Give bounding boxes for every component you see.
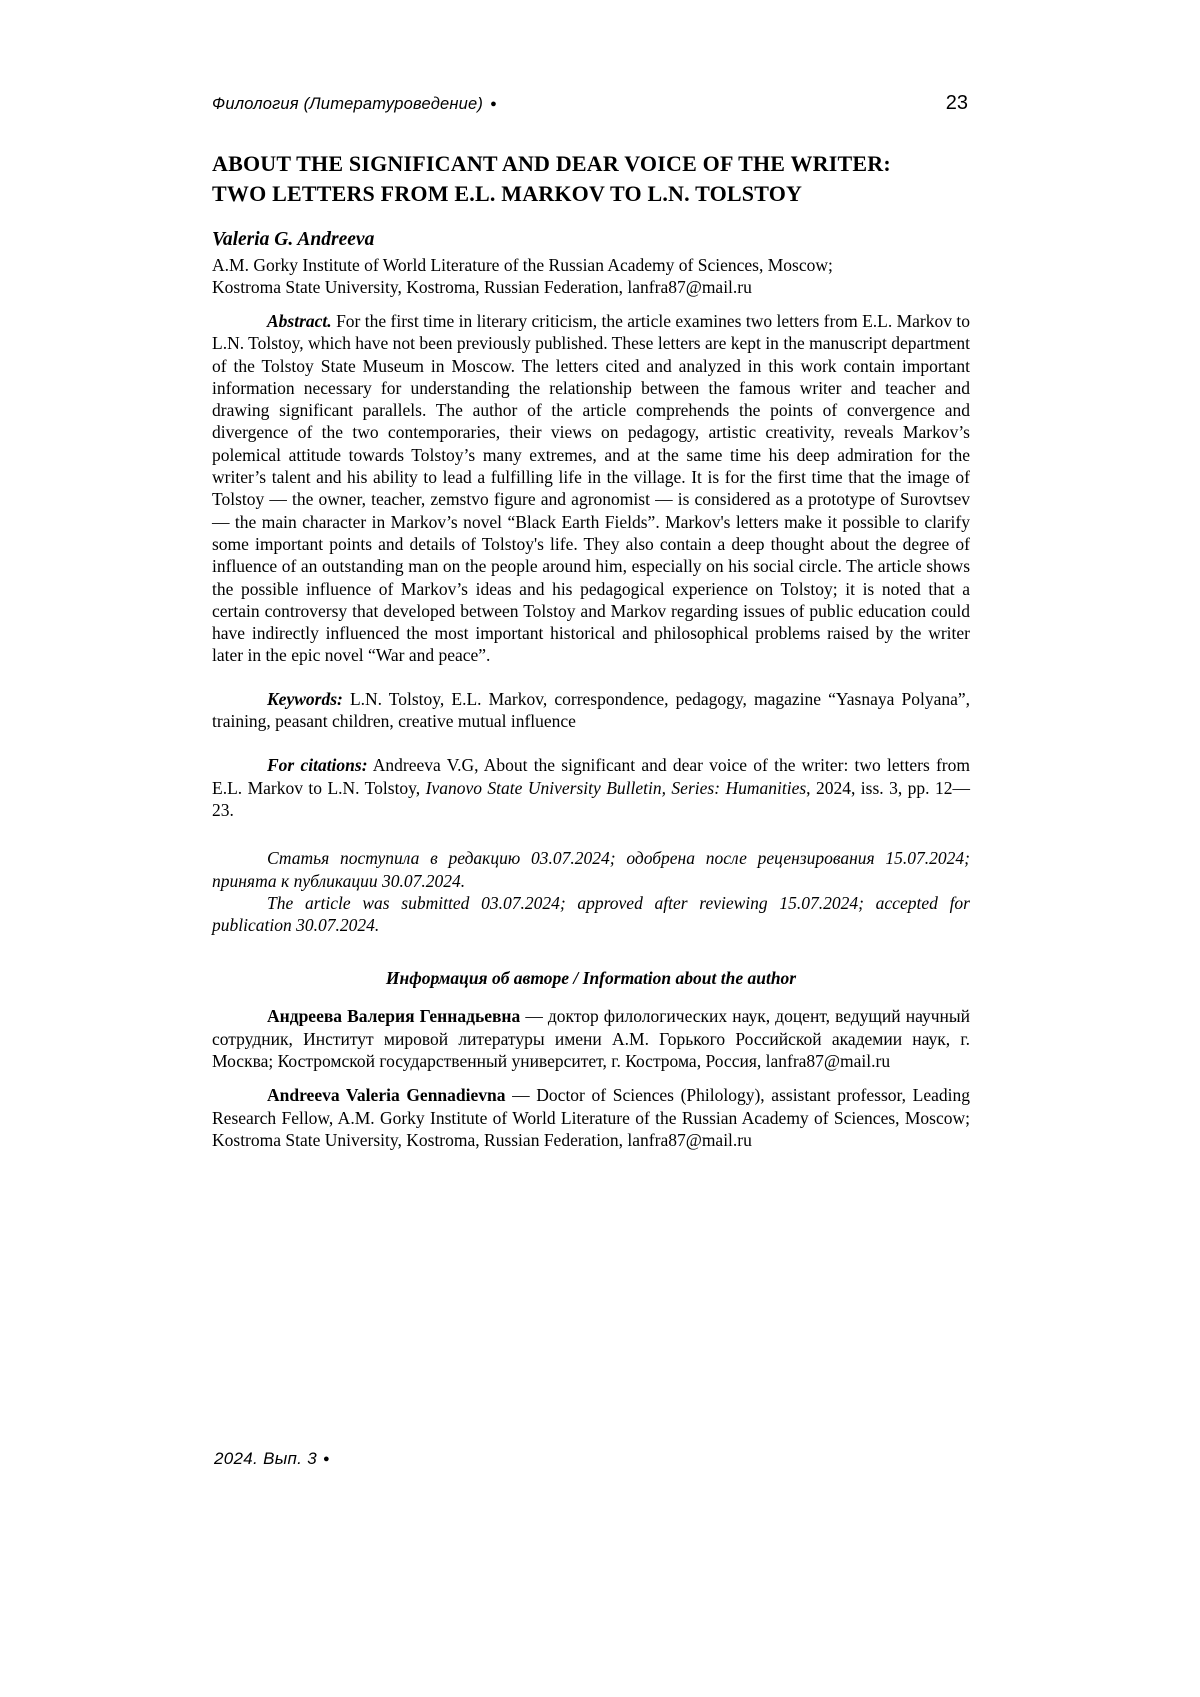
footer-issue-text: 2024. Вып. 3	[214, 1449, 317, 1468]
affiliation-line-2: Kostroma State University, Kostroma, Russian Federation, lanfra87@mail.ru	[212, 276, 752, 297]
submission-dates	[212, 847, 970, 936]
citation-journal-title: Ivanovo State University Bulletin, Series: Humanities	[425, 777, 807, 798]
abstract-label: Abstract.	[267, 311, 332, 331]
abstract-paragraph	[212, 310, 970, 667]
citation-text-before: Andreeva V.G, About the significant and dear voice of the writer: two letters from E.L. Markov to L.N. Tolstoy,	[212, 755, 970, 798]
running-head-text: Филология (Литературоведение)	[212, 95, 484, 113]
affiliation-line-1: A.M. Gorky Institute of World Literature of the Russian Academy of Sciences, Moscow;	[212, 255, 833, 275]
author-info-russian-name: Андреева Валерия Геннадьевна	[267, 1006, 521, 1027]
citation-label: For citations:	[267, 755, 368, 776]
page-footer	[214, 1449, 330, 1469]
author-affiliation	[212, 255, 970, 298]
submission-dates-english: The article was submitted 03.07.2024; approved after reviewing 15.07.2024; accepted for publication 30.07.2024.	[212, 892, 970, 936]
author-info-russian-text: — доктор филологических наук, доцент, ведущий научный сотрудник, Институт мировой литературы имени А.М. Горького Российской академии наук, г. Москва; Костромской государственный университет, г. Кострома, Россия, lanfra87@mail.ru	[212, 1006, 970, 1072]
author-info-english-name: Andreeva Valeria Gennadievna	[267, 1085, 506, 1106]
page-number: 23	[945, 92, 968, 114]
keywords-text: L.N. Tolstoy, E.L. Markov, correspondence, pedagogy, magazine “Yasnaya Polyana”, training, peasant children, creative mutual influence	[212, 688, 971, 732]
abstract-text: For the first time in literary criticism, the article examines two letters from E.L. Markov to L.N. Tolstoy, which have not been previously published. These letters are kept in the manuscript department of the Tolstoy State Museum in Moscow. The letters cited and analyzed in this work contain important information necessary for understanding the relationship between the famous writer and teacher and drawing significant parallels. The author of the article comprehends the points of convergence and divergence of the two contemporaries, their views on pedagogy, artistic creativity, reveals Markov’s polemical attitude towards Tolstoy’s many extremes, and at the same time his deep admiration for the writer’s talent and his ability to lead a fulfilling life in the village. It is for the first time that the image of Tolstoy — the owner, teacher, zemstvo figure and agronomist — is considered as a prototype of Surovtsev — the main character in Markov’s novel “Black Earth Fields”. Markov's letters make it possible to clarify some important points and details of Tolstoy's life. They also contain a deep thought about the degree of influence of an outstanding man on the people around him, especially on his social circle. The article shows the possible influence of Markov’s ideas and his pedagogical experience on Tolstoy; it is noted that a certain controversy that developed between Tolstoy and Markov regarding issues of public education could have indirectly influenced the most important historical and philosophical problems raised by the writer later in the epic novel “War and peace”.	[212, 311, 970, 666]
author-info-heading: Информация об авторе / Information about the author	[385, 968, 797, 989]
running-head	[212, 95, 497, 114]
footer-bullet-icon: ●	[322, 1453, 330, 1465]
author-info-russian	[212, 1005, 970, 1072]
author-info-english-text: — Doctor of Sciences (Philology), assistant professor, Leading Research Fellow, A.M. Gorky Institute of World Literature of the Russian Academy of Sciences, Moscow; Kostroma State University, Kostroma, Russian Federation, lanfra87@mail.ru	[212, 1085, 970, 1150]
author-name: Valeria G. Andreeva	[212, 229, 375, 250]
keywords-paragraph	[212, 688, 970, 733]
article-title	[212, 149, 970, 209]
submission-dates-russian: Статья поступила в редакцию 03.07.2024; одобрена после рецензирования 15.07.2024; принята к публикации 30.07.2024.	[212, 848, 970, 891]
header-bullet-icon: ●	[490, 98, 497, 110]
citation-paragraph	[212, 754, 970, 821]
running-header	[212, 92, 970, 115]
keywords-label: Keywords:	[267, 688, 343, 709]
article-title-line-1: ABOUT THE SIGNIFICANT AND DEAR VOICE OF THE WRITER:	[212, 151, 891, 176]
page-content	[212, 0, 970, 1151]
citation-text-after: , 2024, iss. 3, pp. 12—23.	[212, 777, 970, 820]
author-info-english	[212, 1084, 970, 1151]
article-title-line-2: TWO LETTERS FROM E.L. MARKOV TO L.N. TOLSTOY	[212, 181, 803, 206]
